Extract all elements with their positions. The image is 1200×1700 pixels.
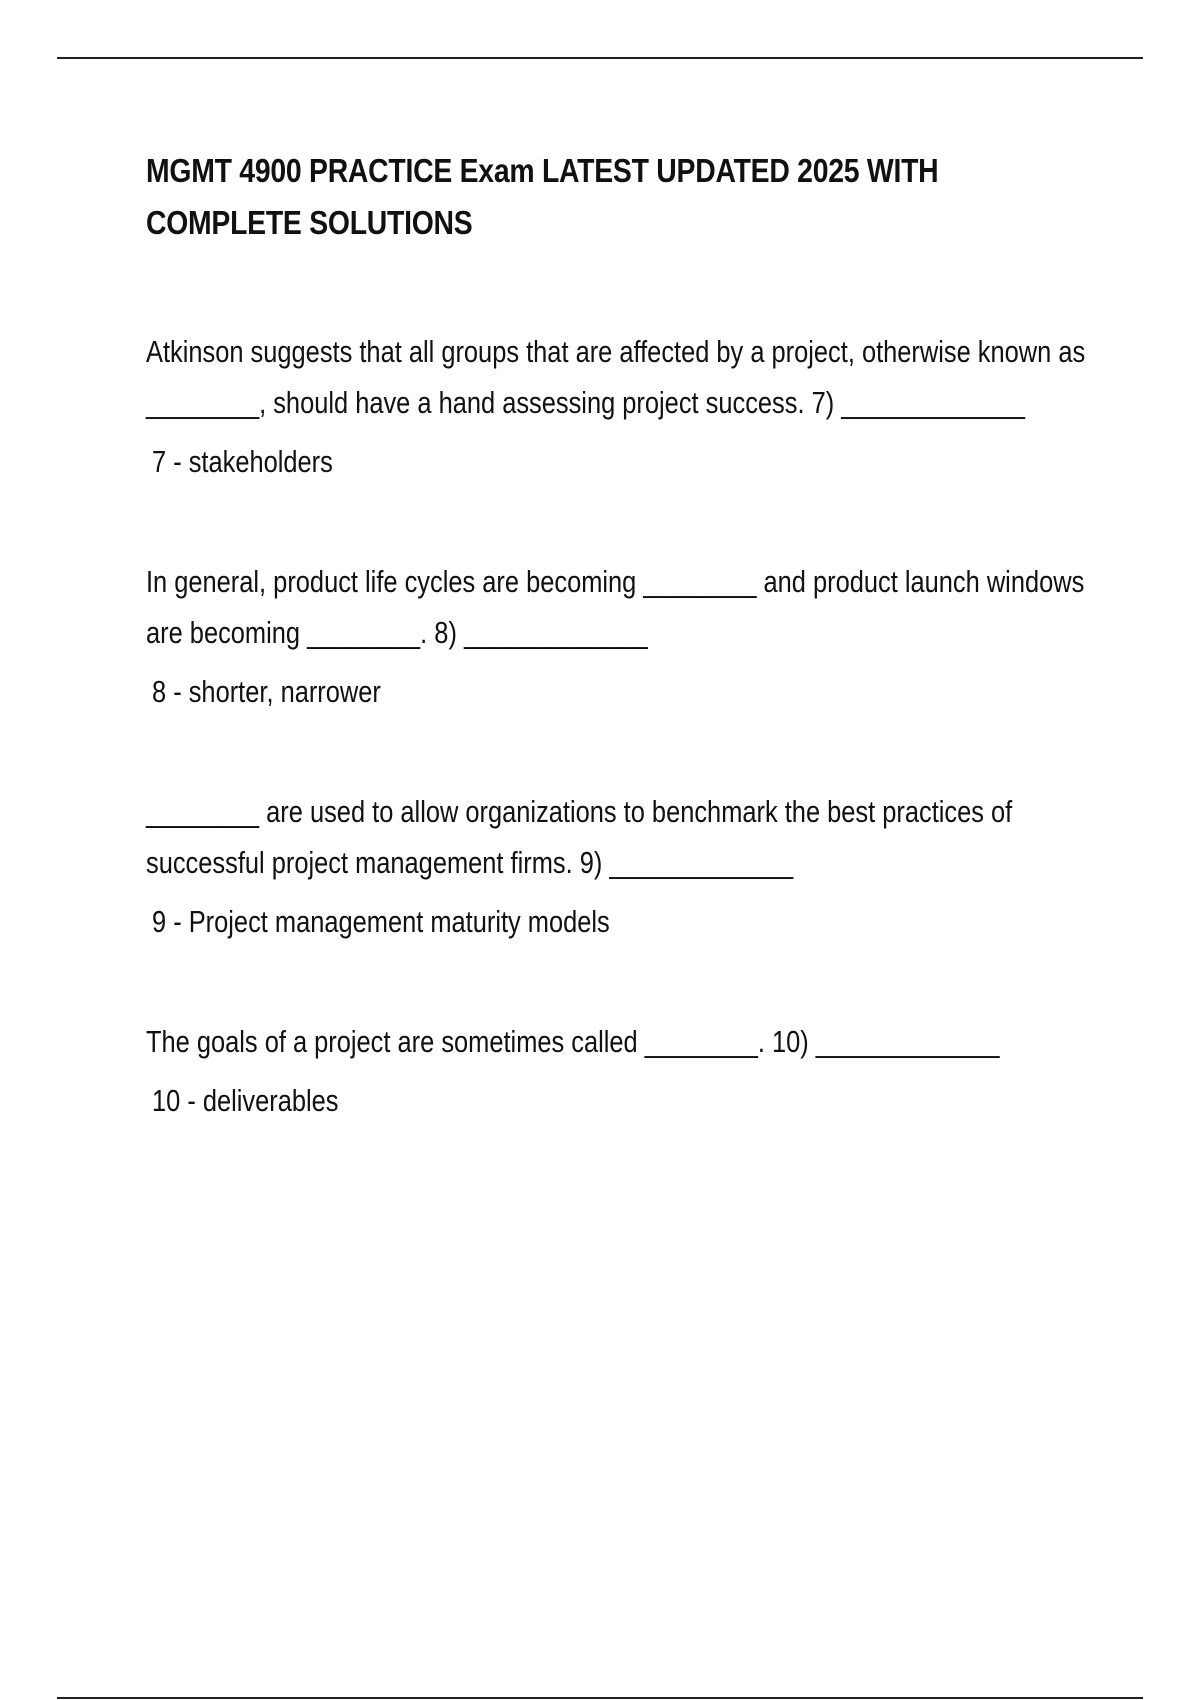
question-item bbox=[146, 1016, 1086, 1123]
document-title: MGMT 4900 PRACTICE Exam LATEST UPDATED 2025 WITH COMPLETE SOLUTIONS bbox=[146, 152, 939, 241]
question-text: In general, product life cycles are becoming ________ and product launch windows are becoming ________. 8) _____________ bbox=[146, 564, 1085, 650]
question-text: The goals of a project are sometimes called ________. 10) _____________ bbox=[146, 1024, 1000, 1059]
question-text: ________ are used to allow organizations to benchmark the best practices of successful project management firms. 9) _____________ bbox=[146, 794, 1013, 880]
answer-text: 7 - stakeholders bbox=[152, 444, 333, 479]
question-text: Atkinson suggests that all groups that are affected by a project, otherwise known as ________, should have a hand assessing project success. 7) _____________ bbox=[146, 334, 1086, 420]
answer-text: 10 - deliverables bbox=[152, 1083, 339, 1118]
question-item bbox=[146, 556, 1086, 714]
question-list bbox=[146, 326, 1086, 1123]
bottom-divider bbox=[57, 1697, 1143, 1699]
document-page bbox=[146, 145, 1086, 1195]
answer-text: 8 - shorter, narrower bbox=[152, 674, 381, 709]
top-divider bbox=[57, 57, 1143, 59]
answer-text: 9 - Project management maturity models bbox=[152, 904, 610, 939]
question-item bbox=[146, 786, 1086, 944]
question-item bbox=[146, 326, 1086, 484]
